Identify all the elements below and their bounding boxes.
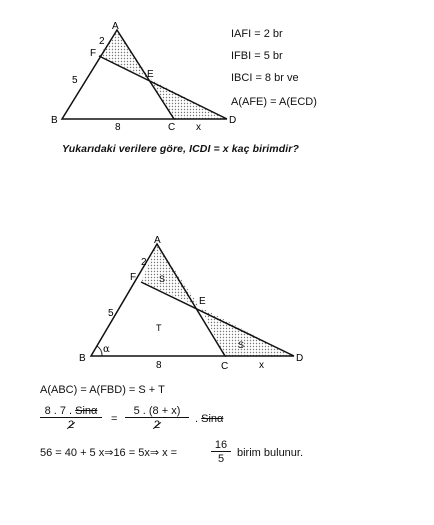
fraction-right-denominator-text: 2 (153, 419, 161, 431)
equals-sign: = (111, 413, 118, 425)
fraction-result-numerator: 16 (211, 439, 231, 452)
solution-conclusion: birim bulunur. (237, 447, 304, 459)
area-label-s-top: S (159, 274, 166, 284)
solution-tail-dot: . (195, 413, 202, 425)
vertex-d-label-2: D (296, 353, 304, 364)
segment-fd (99, 56, 227, 119)
solution-line-1: A(ABC) = A(FBD) = S + T (40, 384, 165, 396)
vertex-d-label: D (229, 115, 237, 126)
length-bc-label: 8 (115, 122, 121, 133)
vertex-f-label: F (90, 48, 97, 59)
vertex-f-label-2: F (130, 272, 137, 283)
vertex-c-label: C (168, 122, 176, 133)
length-cd-label-2: x (259, 360, 264, 371)
fraction-left (40, 405, 102, 431)
given-bc: IBCI = 8 br ve (231, 72, 299, 84)
vertex-e-label-2: E (199, 296, 206, 307)
given-area-equality: A(AFE) = A(ECD) (231, 96, 317, 108)
length-fb-label-2: 5 (108, 308, 114, 319)
vertex-e-label: E (147, 69, 154, 80)
implies-arrow-1: ⇒ (104, 447, 114, 459)
length-fb-label: 5 (72, 75, 78, 86)
given-af: IAFI = 2 br (231, 28, 283, 40)
area-label-s-bottom: S (238, 340, 245, 350)
fraction-left-denominator (40, 418, 102, 431)
angle-arc (97, 346, 102, 356)
vertex-a-label: A (112, 21, 119, 32)
fraction-left-numerator (40, 405, 102, 418)
fraction-right-numerator: 5 . (8 + x) (125, 405, 189, 418)
figure-2 (79, 235, 303, 372)
vertex-a-label-2: A (154, 235, 161, 246)
figure-1 (51, 21, 236, 133)
shaded-triangle-afe (99, 30, 150, 79)
vertex-b-label: B (51, 115, 58, 126)
solution-equation-1: 56 = 40 + 5 x (40, 447, 105, 459)
implies-arrow-2: ⇒ (149, 447, 160, 459)
area-label-t: T (156, 323, 162, 333)
fraction-right (125, 405, 189, 431)
fraction-left-numerator-text: 8 . 7 . (44, 405, 73, 417)
length-cd-label: x (196, 122, 201, 133)
shaded-triangle-afe-2 (141, 244, 200, 307)
solution-equation-2: 16 = 5x (113, 447, 150, 459)
fraction-result-denominator: 5 (217, 453, 225, 465)
length-bc-label-2: 8 (156, 360, 162, 371)
solution-line-3 (40, 446, 177, 460)
fraction-left-denominator-text: 2 (67, 419, 75, 431)
length-af-label-2: 2 (141, 257, 147, 268)
vertex-b-label-2: B (79, 353, 86, 364)
question-text: Yukarıdaki verilere göre, ICDI = x kaç birimdir? (62, 143, 299, 155)
fraction-left-sin: Sinα (75, 405, 98, 417)
angle-alpha-label: α (103, 344, 110, 355)
vertex-c-label-2: C (221, 361, 229, 372)
solution-tail (195, 412, 223, 426)
fraction-result (211, 439, 231, 465)
solution-tail-sin: Sinα (201, 413, 224, 425)
given-fb: IFBI = 5 br (231, 50, 283, 62)
length-af-label: 2 (99, 36, 105, 47)
fraction-right-denominator (125, 418, 189, 431)
solution-equation-3: x = (162, 447, 178, 459)
